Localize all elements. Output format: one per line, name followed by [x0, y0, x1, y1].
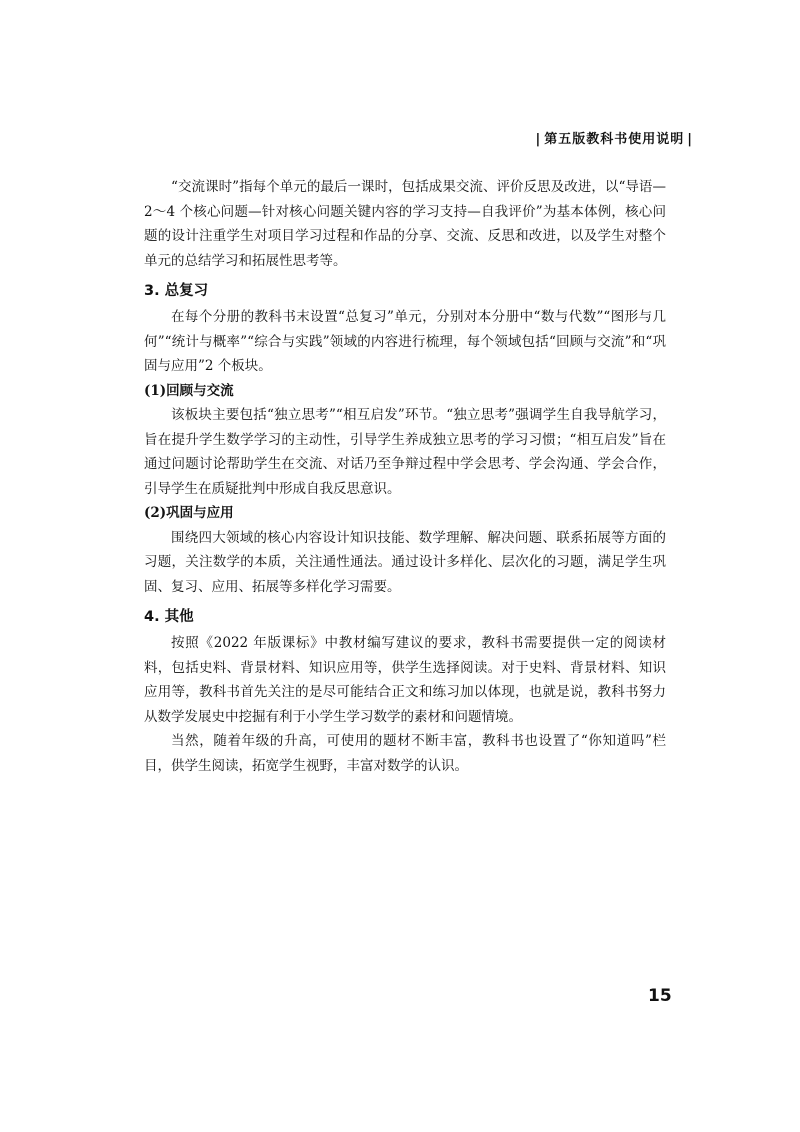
paragraph-exchange-lesson: “交流课时”指每个单元的最后一课时，包括成果交流、评价反思及改进，以“导语—2～4 个核心问题—针对核心问题关键内容的学习支持—自我评价”为基本体例，核心问题的设计注重学生对项目学习过程和作品的分享、交流、反思和改进，以及学生对整个单元的总结学习和拓展性思考等。	[144, 179, 666, 269]
header-left-rule: |	[535, 132, 542, 147]
paragraph-consolidate-apply: 围绕四大领域的核心内容设计知识技能、数学理解、解决问题、联系拓展等方面的习题，关注数学的本质，关注通性通法。通过设计多样化、层次化的习题，满足学生巩固、复习、应用、拓展等多样化学习需要。	[144, 529, 666, 595]
section-heading-other: 4. 其他	[144, 609, 194, 625]
header-right-rule: |	[687, 132, 693, 147]
page-number: 15	[648, 986, 672, 1006]
running-header	[532, 128, 696, 147]
page-body	[144, 175, 666, 778]
subheading-recall-exchange: (1)回顾与交流	[144, 382, 234, 399]
paragraph-reading-materials: 按照《2022 年版课标》中教材编写建议的要求，教科书需要提供一定的阅读材料，包括史料、背景材料、知识应用等，供学生选择阅读。对于史料、背景材料、知识应用等，教科书首先关注的是尽可能结合正文和练习加以体现，也就是说，教科书努力从数学发展史中挖掘有利于小学生学习数学的素材和问题情境。	[144, 635, 666, 725]
paragraph-recall-exchange: 该板块主要包括“独立思考”“相互启发”环节。“独立思考”强调学生自我导航学习，旨在提升学生数学学习的主动性，引导学生养成独立思考的学习习惯；“相互启发”旨在通过问题讨论帮助学生在交流、对话乃至争辩过程中学会思考、学会沟通、学会合作，引导学生在质疑批判中形成自我反思意识。	[144, 407, 666, 497]
paragraph-did-you-know: 当然，随着年级的升高，可使用的题材不断丰富，教科书也设置了“你知道吗”栏目，供学生阅读，拓宽学生视野，丰富对数学的认识。	[144, 733, 666, 774]
subheading-consolidate-apply: (2)巩固与应用	[144, 505, 234, 521]
paragraph-review-intro: 在每个分册的教科书末设置“总复习”单元，分别对本分册中“数与代数”“图形与几何”“统计与概率”“综合与实践”领域的内容进行梳理，每个领域包括“回顾与交流”和“巩固与应用”2 个板块。	[144, 309, 666, 374]
section-heading-review: 3. 总复习	[144, 283, 209, 299]
header-title: 第五版教科书使用说明	[544, 132, 685, 147]
